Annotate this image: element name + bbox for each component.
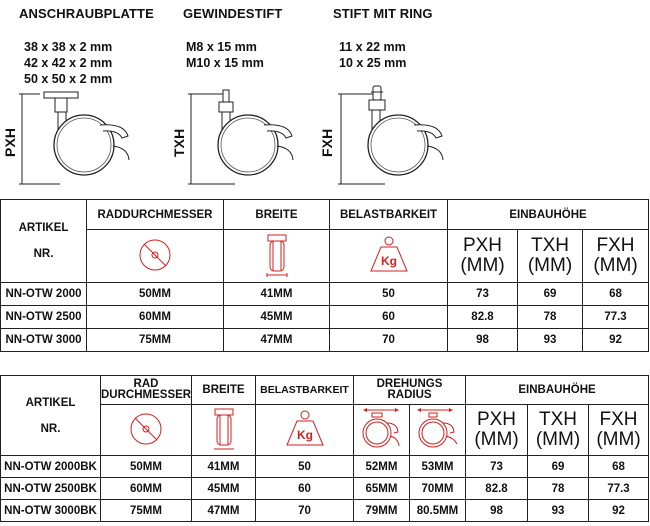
weight-icon	[256, 405, 354, 456]
header-txh: TXH (MM)	[528, 405, 589, 456]
spec-item: 50 x 50 x 2 mm	[24, 72, 113, 86]
spec-item: 42 x 42 x 2 mm	[24, 56, 113, 70]
swivel-radius-icon	[410, 405, 466, 456]
caster-ring-stem-diagram	[315, 84, 475, 190]
table-row: NN-OTW 2500BK 60MM 45MM 60 65MM 70MM 82.8 78 77.3	[1, 478, 649, 500]
header-fxh: FXH (MM)	[589, 405, 649, 456]
section-title-gewindestift: GEWINDESTIFT	[183, 6, 283, 21]
header-txh: TXH (MM)	[518, 230, 583, 283]
dim-label-pxh: PXH	[2, 127, 18, 157]
wheel-width-icon	[224, 230, 330, 283]
header-pxh: PXH (MM)	[466, 405, 528, 456]
header-einbauhoehe: EINBAUHÖHE	[466, 376, 649, 405]
dim-label-fxh: FXH	[319, 128, 335, 157]
caster-stem-diagram	[165, 90, 325, 190]
dim-label-txh: TXH	[171, 128, 187, 157]
artikel-header: ARTIKEL NR.	[1, 376, 101, 456]
table-row: NN-OTW 2000 50MM 41MM 50 73 69 68	[1, 283, 649, 306]
spec-list-anschraubplatte	[24, 39, 112, 87]
table-row: NN-OTW 2000BK 50MM 41MM 50 52MM 53MM 73 69 68	[1, 456, 649, 478]
header-pxh: PXH (MM)	[448, 230, 518, 283]
spec-table-bk	[0, 375, 649, 522]
header-raddurchmesser: RADDURCHMESSER	[87, 200, 224, 230]
header-drehungsradius: DREHUNGS RADIUS	[354, 376, 466, 405]
spec-item: M10 x 15 mm	[186, 56, 264, 70]
header-fxh: FXH (MM)	[583, 230, 649, 283]
table-row: NN-OTW 2500 60MM 45MM 60 82.8 78 77.3	[1, 306, 649, 329]
header-breite: BREITE	[192, 376, 256, 405]
caster-plate-diagram	[0, 90, 160, 190]
header-breite: BREITE	[224, 200, 330, 230]
header-belastbarkeit: BELASTBARKEIT	[330, 200, 448, 230]
wheel-diameter-icon	[101, 405, 192, 456]
spec-item: 11 x 22 mm	[339, 40, 406, 54]
wheel-width-icon	[192, 405, 256, 456]
table-row: NN-OTW 3000BK 75MM 47MM 70 79MM 80.5MM 98 93 92	[1, 500, 649, 522]
header-rad-durchmesser: RAD DURCHMESSER	[101, 376, 192, 405]
table-row: NN-OTW 3000 75MM 47MM 70 98 93 92	[1, 329, 649, 352]
header-einbauhoehe: EINBAUHÖHE	[448, 200, 649, 230]
swivel-radius-icon	[354, 405, 410, 456]
spec-item: M8 x 15 mm	[186, 40, 257, 54]
section-title-stift-mit-ring: STIFT MIT RING	[333, 6, 433, 21]
header-belastbarkeit: BELASTBARKEIT	[256, 376, 354, 405]
spec-item: 10 x 25 mm	[339, 56, 407, 70]
weight-icon	[330, 230, 448, 283]
spec-table-standard	[0, 199, 649, 352]
kg-label: Kg	[296, 427, 313, 442]
spec-list-gewindestift	[186, 39, 264, 71]
section-title-anschraubplatte: ANSCHRAUBPLATTE	[19, 6, 154, 21]
spec-item: 38 x 38 x 2 mm	[24, 40, 113, 54]
wheel-diameter-icon	[87, 230, 224, 283]
kg-label: Kg	[380, 253, 397, 268]
spec-list-stift-mit-ring	[339, 39, 406, 71]
artikel-header: ARTIKEL NR.	[1, 200, 87, 283]
